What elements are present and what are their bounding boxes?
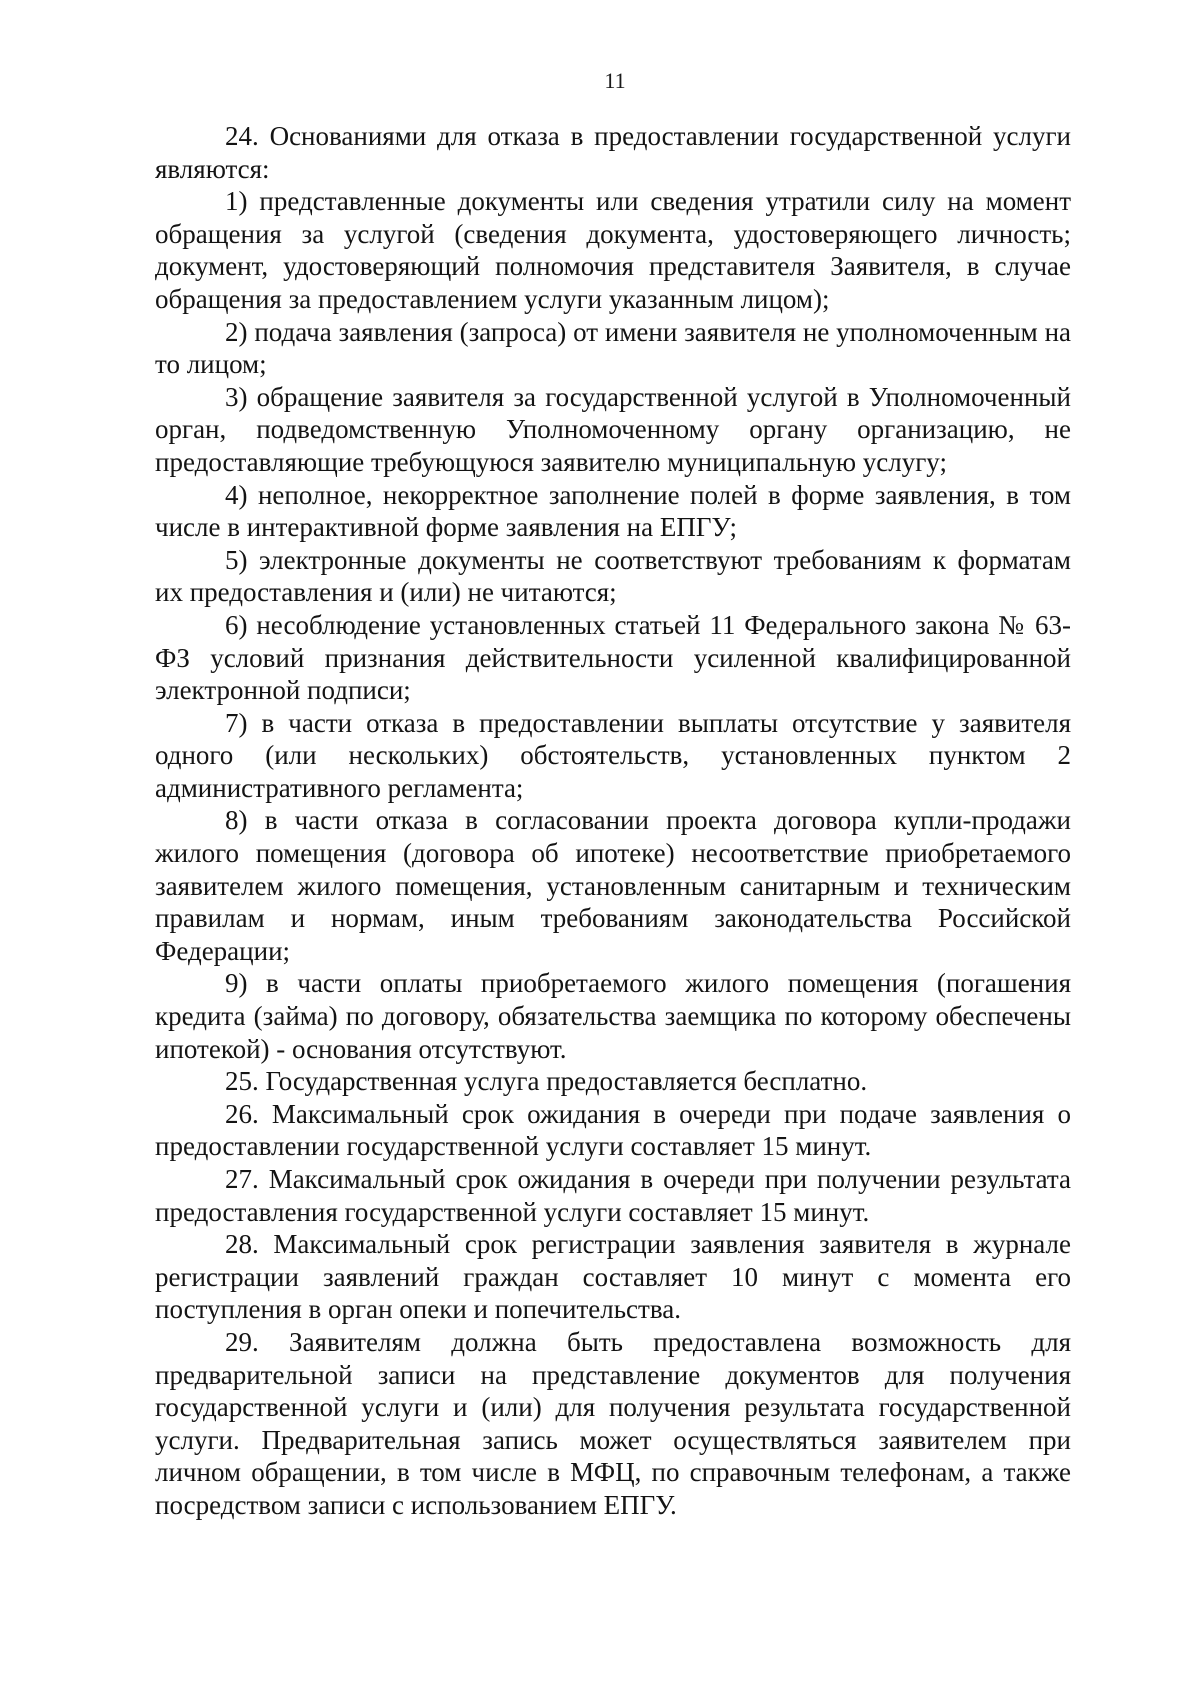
list-item-8: 8) в части отказа в согласовании проекта договора купли-продажи жилого помещения (договора об ипотеке) несоответствие приобретаемого заявителем жилого помещения, установленным санитарным и техническим правилам и нормам, иным требованиям законодательства Российской Федерации; bbox=[155, 805, 1071, 966]
list-item-7: 7) в части отказа в предоставлении выплаты отсутствие у заявителя одного (или нескольких) обстоятельств, установленных пунктом 2 административного регламента; bbox=[155, 707, 1071, 803]
paragraph-29: 29. Заявителям должна быть предоставлена возможность для предварительной записи на представление документов для получения государственной услуги и (или) для получения результата государственной услуги. Предварительная запись может осуществляться заявителем при личном обращении, в том числе в МФЦ, по справочным телефонам, а также посредством записи с использованием ЕПГУ. bbox=[155, 1326, 1071, 1520]
list-item-4: 4) неполное, некорректное заполнение полей в форме заявления, в том числе в интерактивной форме заявления на ЕПГУ; bbox=[155, 479, 1071, 543]
list-item-2: 2) подача заявления (запроса) от имени заявителя не уполномоченным на то лицом; bbox=[155, 316, 1071, 380]
document-body bbox=[155, 120, 1071, 1522]
paragraph-28: 28. Максимальный срок регистрации заявления заявителя в журнале регистрации заявлений граждан составляет 10 минут с момента его поступления в орган опеки и попечительства. bbox=[155, 1229, 1071, 1325]
list-item-5: 5) электронные документы не соответствуют требованиям к форматам их предоставления и (или) не читаются; bbox=[155, 544, 1071, 608]
list-item-1: 1) представленные документы или сведения утратили силу на момент обращения за услугой (сведения документа, удостоверяющего личность; документ, удостоверяющий полномочия представителя Заявителя, в случае обращения за предоставлением услуги указанным лицом); bbox=[155, 186, 1071, 314]
page-number: 11 bbox=[604, 68, 626, 93]
paragraph-24: 24. Основаниями для отказа в предоставлении государственной услуги являются: bbox=[155, 121, 1071, 184]
list-item-6: 6) несоблюдение установленных статьей 11 Федерального закона № 63-ФЗ условий признания действительности усиленной квалифицированной электронной подписи; bbox=[155, 609, 1071, 706]
paragraph-27: 27. Максимальный срок ожидания в очереди при получении результата предоставления государственной услуги составляет 15 минут. bbox=[155, 1164, 1071, 1227]
list-item-3: 3) обращение заявителя за государственной услугой в Уполномоченный орган, подведомственную Уполномоченному органу организацию, не предоставляющие требующуюся заявителю муниципальную услугу; bbox=[155, 381, 1071, 477]
paragraph-25: 25. Государственная услуга предоставляется бесплатно. bbox=[225, 1066, 868, 1097]
paragraph-26: 26. Максимальный срок ожидания в очереди при подаче заявления о предоставлении государственной услуги составляет 15 минут. bbox=[155, 1098, 1071, 1162]
list-item-9: 9) в части оплаты приобретаемого жилого помещения (погашения кредита (займа) по договору, обязательства заемщика по которому обеспечены ипотекой) - основания отсутствуют. bbox=[155, 968, 1071, 1064]
